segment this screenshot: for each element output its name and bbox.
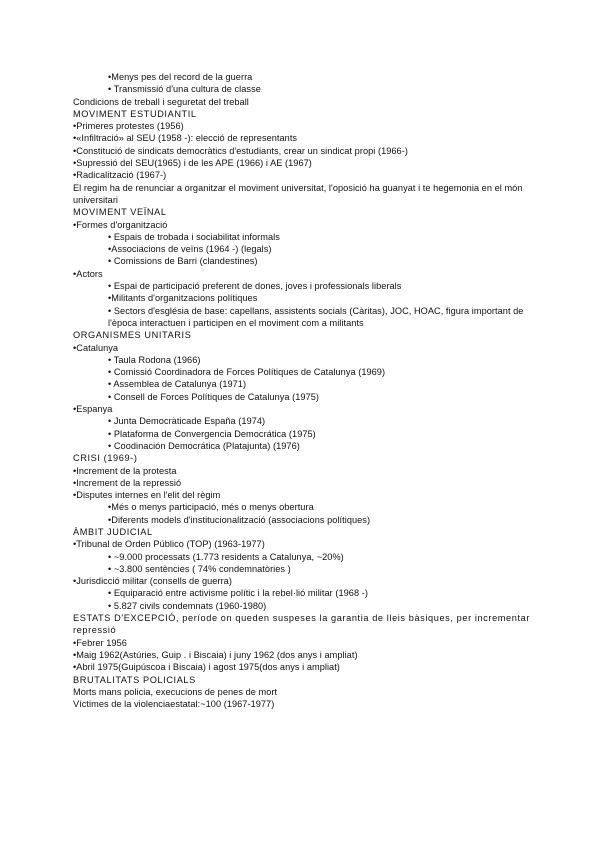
bullet-item: • Plataforma de Convergencia Democrática (1975) xyxy=(108,428,316,439)
bullet-item: • Transmissió d'una cultura de classe xyxy=(108,84,261,95)
section-heading: ORGANISMES UNITARIS xyxy=(73,330,192,341)
bullet-item: • Taula Rodona (1966) xyxy=(108,354,201,365)
bullet-item: •Increment de la protesta xyxy=(73,465,177,476)
text-line: Víctimes de la violenciaestatal:~100 (1967-1977) xyxy=(73,699,275,710)
bullet-item: •Radicalització (1967-) xyxy=(73,170,167,181)
section-heading: BRUTALITATS POLICIALS xyxy=(73,674,196,685)
bullet-item: • Assemblea de Catalunya (1971) xyxy=(108,379,247,390)
text-paragraph: El regim ha de renunciar a organitzar el moviment universitat, l'oposició ha guanyat i te hegemonia en el món universitari xyxy=(73,182,523,205)
bullet-item: • Espais de trobada i sociabilitat informals xyxy=(108,231,280,242)
bullet-item: •Tribunal de Orden Público (TOP) (1963-1977) xyxy=(73,539,265,550)
bullet-item: •Actors xyxy=(73,268,103,279)
bullet-item: •Menys pes del record de la guerra xyxy=(108,72,253,82)
bullet-item: •Diferents models d'institucionalització (associacions polítiques) xyxy=(108,514,371,525)
bullet-item: •Maig 1962(Astúries, Guip . i Biscaia) i juny 1962 (dos anys i ampliat) xyxy=(73,649,358,660)
section-heading: ESTATS D'EXCEPCIÓ, període on queden suspeses la garantia de lleis bàsiques, per incrementar repressió xyxy=(73,613,530,636)
bullet-item: • Comissió Coordinadora de Forces Polítiques de Catalunya (1969) xyxy=(108,367,386,378)
bullet-item: •Supressió del SEU(1965) i de les APE (1966) i AE (1967) xyxy=(73,158,312,169)
bullet-item: • Sectors d'església de base: capellans, assistents socials (Càritas), JOC, HOAC, figura important de l'època interactuen i participen en el moviment com a militants xyxy=(108,305,524,328)
text-line: Morts mans policia, execucions de penes de mort xyxy=(73,686,278,697)
bullet-item: •Associacions de veïns (1964 -) (legals) xyxy=(108,244,272,255)
bullet-item: •Formes d'organització xyxy=(73,219,168,230)
bullet-item: • ~9.000 processats (1.773 residents a Catalunya, ~20%) xyxy=(108,551,344,562)
bullet-item: •Militants d'organitzacions polítiques xyxy=(108,293,258,304)
bullet-item: •Primeres protestes (1956) xyxy=(73,121,184,132)
bullet-item: • Equiparació entre activisme polític i la rebel·lió militar (1968 -) xyxy=(108,588,368,599)
section-heading: MOVIMENT ESTUDIANTIL xyxy=(73,108,197,119)
bullet-item: • Consell de Forces Polítiques de Catalunya (1975) xyxy=(108,391,320,402)
bullet-item: •Espanya xyxy=(73,404,113,415)
bullet-item: • Comissions de Barri (clandestines) xyxy=(108,256,258,267)
bullet-item: •Disputes internes en l'elit del règim xyxy=(73,490,221,501)
bullet-item: •«Infiltració» al SEU (1958 -): elecció de representants xyxy=(73,133,298,144)
section-heading: ÀMBIT JUDICIAL xyxy=(73,526,153,537)
bullet-item: • ~3.800 sentències ( 74% condemnatòries ) xyxy=(108,563,291,574)
bullet-item: • Espai de participació preferent de dones, joves i professionals liberals xyxy=(108,281,402,292)
bullet-item: •Més o menys participació, més o menys obertura xyxy=(108,502,314,513)
bullet-item: •Febrer 1956 xyxy=(73,637,127,648)
bullet-item: •Abril 1975(Guipúscoa i Biscaia) i agost 1975(dos anys i ampliat) xyxy=(73,662,340,673)
bullet-item: • Junta Democràticade España (1974) xyxy=(108,416,266,427)
bullet-item: •Constitució de sindicats democràtics d'estudiants, crear un sindicat propi (1966-) xyxy=(73,145,408,156)
bullet-item: •Catalunya xyxy=(73,342,119,353)
bullet-item: •Increment de la repressió xyxy=(73,477,182,488)
bullet-item: •Jurisdicció militar (consells de guerra) xyxy=(73,576,232,587)
bullet-item: • Coodinación Democrática (Platajunta) (1976) xyxy=(108,440,300,451)
section-heading: MOVIMENT VEÏNAL xyxy=(73,207,167,218)
section-heading: CRISI (1969-) xyxy=(73,453,138,464)
document-text xyxy=(73,71,533,710)
text-line: Condicions de treball i seguretat del treball xyxy=(73,96,249,107)
bullet-item: • 5.827 civils condemnats (1960-1980) xyxy=(108,600,267,611)
